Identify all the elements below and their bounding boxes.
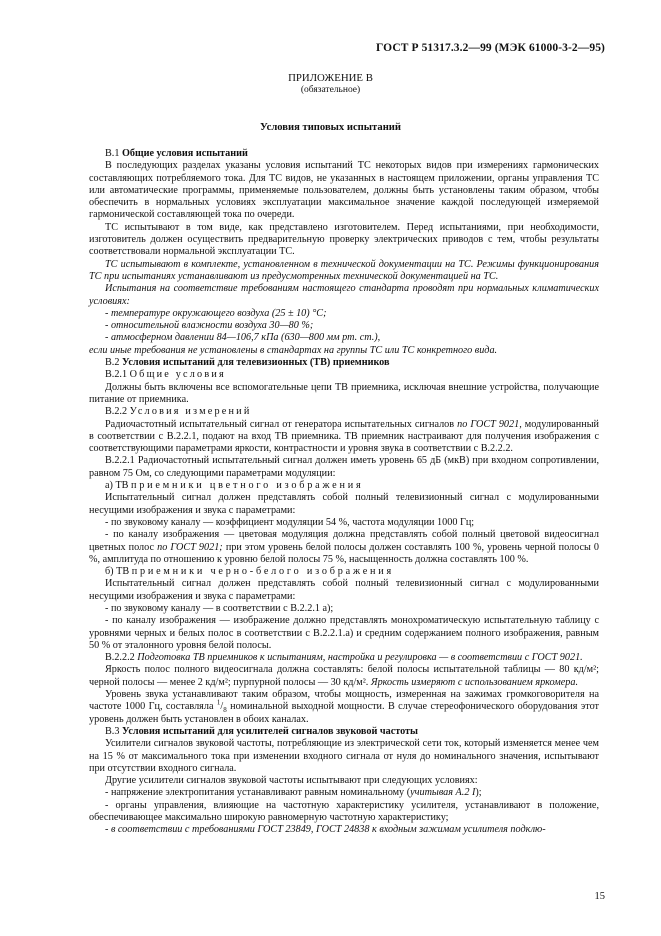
- b1-paragraph-3: ТС испытывают в комплекте, установленном в технической документации на ТС. Режимы функционирования ТС при испытаниях устанавливают из предусмотренных технической документацией на ТС.: [89, 258, 599, 282]
- b3-list-item-1-reference: учитывая A.2 I: [410, 787, 476, 799]
- a-label: а) ТВ: [105, 480, 129, 492]
- sound-text-part-a: Уровень звука устанавливают таким образом, чтобы мощность, измеренная на зажимах громкоговорителя на частоте 1000 Гц, составляла: [89, 689, 599, 713]
- standard-header: ГОСТ Р 51317.3.2—99 (МЭК 61000-3-2—95): [376, 42, 605, 54]
- appendix-heading: [0, 72, 661, 96]
- sound-paragraph: Уровень звука устанавливают таким образом, чтобы мощность, измеренная на зажимах громкоговорителя на частоте 1000 Гц, составляла $^1/_8$ номинальной выходной мощности. В случае стереофонического оборудования этот уровень должен быть установлен в обоих каналах.: [89, 689, 600, 725]
- b3-list-item-2: - органы управления, влияющие на частотную характеристику усилителя, устанавливают в положение, обеспечивающее максимально широкую равномерную частотную характеристику;: [89, 799, 599, 824]
- b-heading: [89, 566, 599, 578]
- b3-list-item-3: - в соответствии с требованиями ГОСТ 23849, ГОСТ 24838 к входным зажимам усилителя подклю-: [105, 824, 546, 836]
- a-title: приемники цветного изображения: [131, 480, 364, 492]
- document-body: [89, 148, 599, 837]
- b2-number: B.2: [105, 357, 120, 369]
- a-list-item-1: - по звуковому каналу — коэффициент модуляции 54 %, частота модуляции 1000 Гц;: [105, 516, 475, 528]
- a-paragraph: Испытательный сигнал должен представлять собой полный телевизионный сигнал с модулированными несущими изображения и звука с параметрами:: [89, 492, 599, 516]
- b3-title: Условия испытаний для усилителей сигналов звуковой частоты: [121, 725, 419, 737]
- a-list-item-2-part-a: - по каналу изображения — цветовая модуляция должна представлять собой полный цветовой видеосигнал цветных полос: [89, 529, 599, 553]
- b22-number: B.2.2: [105, 406, 128, 418]
- b3-paragraph-1: Усилители сигналов звуковой частоты, потребляющие из электрической сети ток, который изменяется менее чем на 15 % от максимального тока при изменении входного сигнала от нуля до номинального значения, испытывают при отсутствии входного сигнала.: [89, 738, 599, 774]
- b1-title: Общие условия испытаний: [121, 148, 248, 159]
- b3-list-item-1-part-a: - напряжение электропитания устанавливают равным номинальному (: [105, 787, 411, 799]
- b222-heading: [89, 652, 599, 664]
- b-list-item-1: - по звуковому каналу — в соответствии с B.2.2.1 а);: [105, 602, 334, 614]
- b21-text: Должны быть включены все вспомогательные цепи ТВ приемника, исключая внешние устройства, получающие питание от приемника.: [89, 381, 599, 405]
- b3-heading: [89, 726, 599, 738]
- b22-text-part-b: модулированный в соответствии с B.2.2.1, подают на вход ТВ приемника. ТВ приемник настраивают для получения изображения с соответствующими параметрами яркости, контрастности и уровня звука в соответствии с B.2.2.2.: [89, 418, 599, 455]
- b1-list-item-3: - атмосферном давлении 84—106,7 кПа (630—800 мм рт. ст.),: [105, 332, 381, 344]
- section-title: Условия типовых испытаний: [259, 122, 402, 133]
- fraction-numerator: 1: [216, 698, 221, 707]
- b22-heading: [89, 406, 599, 418]
- b222-number: B.2.2.2: [105, 652, 135, 664]
- page-number: 15: [594, 891, 605, 902]
- b21-number: B.2.1: [105, 369, 128, 381]
- b222-text: Подготовка ТВ приемников к испытаниям, настройка и регулировка — в соответствии с ГОСТ 9021.: [137, 652, 583, 664]
- b1-list-item-2: - относительной влажности воздуха 30—80 %;: [105, 320, 314, 332]
- b221-text: B.2.2.1 Радиочастотный испытательный сигнал должен иметь уровень 65 дБ (мкВ) при входном сопротивлении, равном 75 Ом, со следующими параметрами модуляции:: [89, 455, 599, 479]
- fraction-denominator: 8: [223, 706, 227, 715]
- b22-title: Условия измерений: [129, 406, 252, 418]
- b1-paragraph-1: В последующих разделах указаны условия испытаний ТС некоторых видов при измерениях гармонических составляющих потребляемого тока. Для ТС видов, не указанных в настоящем приложении, органы управления ТС или автоматические программы, применяемые пользователем, должны быть установлены таким образом, чтобы обеспечить в нормальных условиях эксплуатации максимальное значение каждой последующей измеряемой гармонической составляющей тока по очереди.: [89, 160, 599, 221]
- b21-title: Общие условия: [129, 369, 226, 381]
- b22-reference: по ГОСТ 9021,: [457, 418, 522, 430]
- appendix-title: ПРИЛОЖЕНИЕ В: [288, 72, 373, 84]
- b21-heading: [89, 369, 599, 381]
- b1-heading: [89, 148, 599, 160]
- a-list-item-2-part-b: при этом уровень белой полосы должен составлять 100 %, уровень черной полосы 0 %, амплитуда по отношению к уровню белой полосы 75 %, насыщенность должна составлять 100 %.: [89, 541, 600, 565]
- b3-list-item-1: [89, 787, 599, 799]
- b3-number: B.3: [105, 725, 120, 737]
- appendix-subtitle: (обязательное): [300, 85, 361, 95]
- sound-text-part-b: номинальной выходной мощности. В случае стереофонического оборудования этот уровень должен быть установлен в обоих каналах.: [89, 701, 600, 725]
- brightness-note: Яркость измеряют с использованием яркомера.: [370, 676, 579, 688]
- b22-text-part-a: Радиочастотный испытательный сигнал от генератора испытательных сигналов: [105, 418, 455, 430]
- b2-heading: [89, 357, 599, 369]
- a-list-item-2-reference: по ГОСТ 9021;: [157, 541, 223, 553]
- b3-paragraph-2: Другие усилители сигналов звуковой частоты испытывают при следующих условиях:: [105, 775, 478, 787]
- b-title: приемники черно-белого изображения: [131, 566, 395, 578]
- brightness-text: Яркость полос полного видеосигнала должна составлять: белой полосы испытательной таблицы — 80 кд/м²; черной полосы — менее 2 кд/м²; пурпурной полосы — 30 кд/м².: [89, 664, 599, 688]
- b1-paragraph-4: Испытания на соответствие требованиям настоящего стандарта проводят при нормальных климатических условиях:: [89, 283, 599, 307]
- b-label: б) ТВ: [105, 566, 130, 578]
- b-paragraph: Испытательный сигнал должен представлять собой полный телевизионный сигнал с модулированными несущими изображения и звука с параметрами:: [89, 578, 599, 602]
- b1-number: B.1: [105, 148, 120, 159]
- b3-list-item-1-part-b: );: [475, 787, 482, 799]
- b1-paragraph-2: ТС испытывают в том виде, как представлено изготовителем. Перед испытаниями, при необходимости, изготовитель должен осуществить предварительную проверку электрических приводов с тем, чтобы результаты соответствовали нормальной эксплуатации ТС.: [89, 221, 599, 258]
- b22-text: [89, 419, 599, 456]
- b1-paragraph-5: если иные требования не установлены в стандартах на группы ТС или ТС конкретного вида.: [89, 344, 498, 356]
- a-heading: [89, 480, 599, 492]
- b-list-item-2: - по каналу изображения — изображение должно представлять монохроматическую испытательную таблицу с уровнями черных и белых полос в соответствии с B.2.2.1.а) и средним содержанием полного изображения, равным 50 % от эталонного уровня белой полосы.: [89, 615, 599, 651]
- b1-list-item-1: - температуре окружающего воздуха (25 ± 10) °C;: [105, 307, 327, 319]
- brightness-paragraph: [89, 664, 599, 689]
- b2-title: Условия испытаний для телевизионных (ТВ) приемников: [121, 357, 390, 369]
- a-list-item-2: [89, 529, 599, 566]
